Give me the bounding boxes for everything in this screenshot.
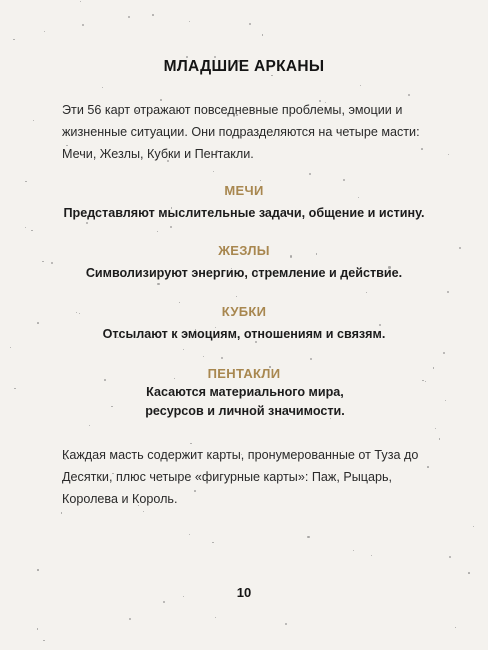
paper-speck	[51, 262, 53, 264]
paper-speck	[82, 24, 84, 26]
paper-speck	[448, 154, 449, 155]
paper-speck	[44, 31, 46, 33]
paper-speck	[236, 296, 237, 297]
paper-speck	[10, 347, 11, 348]
paper-speck	[163, 601, 165, 603]
paper-speck	[221, 357, 223, 359]
paper-speck	[408, 94, 410, 96]
paper-speck	[439, 438, 441, 440]
paper-speck	[371, 555, 372, 556]
page-title: МЛАДШИЕ АРКАНЫ	[163, 58, 325, 75]
paper-speck	[360, 85, 361, 86]
suit-heading-pentacles: ПЕНТАКЛИ	[207, 366, 281, 381]
paper-speck	[111, 406, 113, 408]
paper-speck	[455, 627, 456, 628]
paper-speck	[143, 511, 144, 512]
suit-description-pentacles: Касаются материального мира, ресурсов и личной значимости.	[145, 385, 345, 418]
paper-speck	[310, 358, 312, 360]
paper-speck	[25, 181, 27, 183]
paper-speck	[468, 572, 470, 574]
paper-speck	[366, 292, 367, 293]
paper-speck	[307, 536, 309, 538]
paper-speck	[37, 628, 39, 630]
paper-speck	[215, 617, 216, 618]
paper-speck	[25, 227, 26, 228]
paper-speck	[179, 302, 180, 303]
paper-speck	[435, 428, 436, 429]
suit-description-swords: Представляют мыслительные задачи, общение и истину.	[63, 206, 425, 220]
paper-speck	[37, 322, 39, 324]
paper-speck	[170, 226, 172, 228]
paper-speck	[447, 291, 449, 293]
paper-speck	[128, 16, 130, 18]
paper-speck	[343, 179, 345, 181]
paper-speck	[102, 87, 103, 88]
suit-description-wands: Символизируют энергию, стремление и действие.	[85, 266, 403, 280]
paper-speck	[129, 618, 131, 620]
paper-speck	[43, 640, 45, 642]
paper-speck	[260, 180, 261, 181]
suit-description-cups: Отсылают к эмоциям, отношениям и связям.	[102, 327, 386, 341]
paper-speck	[33, 120, 34, 121]
paper-speck	[89, 425, 90, 426]
paper-speck	[213, 171, 215, 173]
paper-speck	[157, 283, 159, 285]
paper-speck	[353, 550, 354, 551]
paper-speck	[212, 542, 214, 544]
paper-speck	[449, 556, 451, 558]
paper-speck	[42, 261, 44, 263]
paper-speck	[14, 388, 15, 389]
page-number: 10	[236, 585, 252, 600]
paper-speck	[189, 21, 190, 22]
paper-speck	[157, 231, 158, 232]
paper-speck	[473, 526, 474, 527]
suit-heading-swords: МЕЧИ	[224, 183, 264, 198]
paper-speck	[203, 356, 204, 357]
paper-speck	[189, 534, 190, 535]
paper-speck	[249, 23, 251, 25]
paper-speck	[31, 230, 33, 232]
paper-speck	[152, 14, 154, 16]
paper-speck	[445, 400, 446, 401]
suit-heading-cups: КУБКИ	[221, 304, 267, 319]
intro-paragraph: Эти 56 карт отражают повседневные проблемы, эмоции и жизненные ситуации. Они подразделяются на четыре масти: Мечи, Жезлы, Кубки и Пентакли.	[62, 103, 420, 161]
paper-speck	[37, 569, 38, 570]
paper-speck	[183, 349, 185, 351]
outro-paragraph: Каждая масть содержит карты, пронумерованные от Туза до Десятки, плюс четыре «фигурные карты»: Паж, Рыцарь, Королева и Король.	[62, 448, 419, 506]
paper-speck	[61, 512, 63, 514]
suit-heading-wands: ЖЕЗЛЫ	[218, 243, 270, 258]
paper-speck	[80, 1, 81, 2]
paper-speck	[285, 623, 287, 625]
paper-speck	[13, 39, 14, 40]
paper-speck	[262, 34, 264, 36]
paper-speck	[443, 352, 445, 354]
paper-speck	[309, 173, 311, 175]
